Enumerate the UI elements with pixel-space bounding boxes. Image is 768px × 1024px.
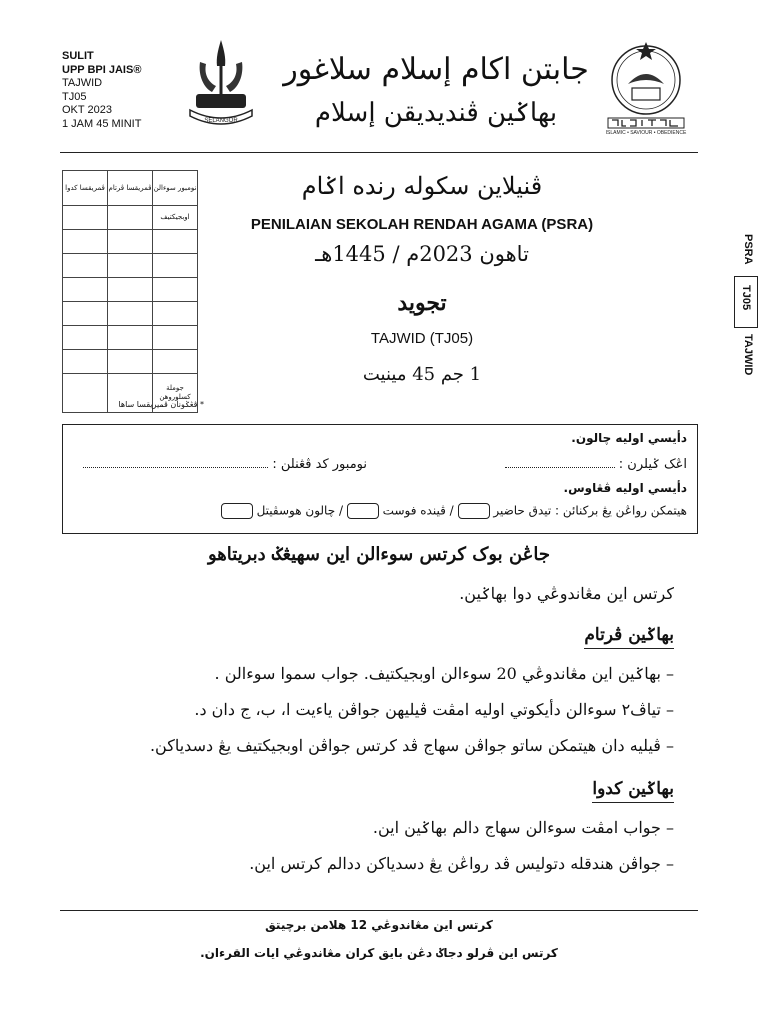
meta-subject: TAJWID xyxy=(62,77,103,89)
meta-issuer: UPP BPI JAIS® xyxy=(62,63,142,76)
marks-cell[interactable] xyxy=(63,278,108,302)
part1-item: – تياڤ٢ سوءالن دأيكوتي اوليه امڤت ڤيليهن جواڤن ياءيت ا، ب، ج دان د. xyxy=(194,700,674,719)
marks-col-examiner-2: ڤمريقسا كدوا xyxy=(63,171,108,206)
status-prompt: هيتمكن رواڠن يڠ بركنائن : xyxy=(555,503,687,518)
meta-code: TJ05 xyxy=(62,90,87,103)
marks-table xyxy=(62,170,198,413)
marks-cell[interactable] xyxy=(108,278,153,302)
part1-heading: بهاݢين ڤرتام xyxy=(584,624,674,649)
meta-duration: 1 JAM 45 MINIT xyxy=(62,117,142,130)
marks-cell[interactable] xyxy=(63,230,108,254)
marks-col-question: نومبور سوءالن xyxy=(153,171,198,206)
candidate-name-label: اڠک ݢيلرن : xyxy=(618,457,687,472)
meta-classification: SULIT xyxy=(62,50,94,62)
status-hospital-checkbox[interactable] xyxy=(221,503,253,519)
part1-item: – ڤيليه دان هيتمكن ساتو جواڤن سهاج ڤد كرتس جواڤن اوبجيكتيف يڠ دسدياكن. xyxy=(149,736,674,755)
part2-heading: بهاݢين كدوا xyxy=(592,778,674,803)
exam-year: تاهون 2023م / 1445هـ xyxy=(315,242,529,266)
warning-heading: جاڠن بوک كرتس سوءالن اين سهيڠݢ دبريتاهو xyxy=(208,544,550,565)
side-tab-psra: PSRA xyxy=(742,234,754,265)
department-title: جابتن اكام إسلام سلاغور xyxy=(283,52,589,87)
status-option-hospital: چالون هوسڤيتل xyxy=(256,503,336,518)
footer-divider xyxy=(60,910,698,911)
marks-cell[interactable] xyxy=(108,254,153,278)
status-absent-checkbox[interactable] xyxy=(458,503,490,519)
side-tab-code: TJ05 xyxy=(740,285,752,311)
marks-cell[interactable] xyxy=(153,326,198,350)
candidate-info-box xyxy=(62,424,698,534)
side-tab xyxy=(734,232,760,382)
crest-text: SELANGOR xyxy=(204,118,238,124)
status-option-absent: تيدق حاضير xyxy=(493,503,552,518)
marks-cell[interactable] xyxy=(108,302,153,326)
part1-item: – بهاݢين اين مڠاندوڠي 20 سوءالن اوبجيكتيف. جواب سموا سوءالن . xyxy=(214,664,674,683)
candidate-id-label: نومبور كد ڤڠنلن : xyxy=(272,457,367,472)
candidate-id-field[interactable] xyxy=(83,455,268,468)
candidate-id-row xyxy=(83,455,367,472)
invigilator-fill-note: دأيسي اوليه ڤڠاوس. xyxy=(563,481,687,495)
marks-row-objective-label: اوبجيكتيف xyxy=(153,206,198,230)
marks-footnote: * ڤڠݢونأن ڤميريقسا ساها xyxy=(118,400,204,409)
candidate-fill-note: دأيسي اوليه چالون. xyxy=(571,431,687,445)
part2-item: – جواب امڤت سوءالن سهاج دالم بهاݢين اين. xyxy=(372,818,674,837)
marks-col-examiner-1: ڤمريقسا ڤرتام xyxy=(108,171,153,206)
footer-note: كرتس اين ڤرلو دجاݢ دڠن بايق كران مڠاندوڠي ايات القرءان. xyxy=(200,946,558,960)
marks-cell[interactable] xyxy=(153,254,198,278)
marks-cell[interactable] xyxy=(108,350,153,374)
exam-title-jawi: ڤنيلاين سكوله رنده اݢام xyxy=(301,172,543,200)
marks-cell[interactable] xyxy=(153,350,198,374)
intro-text: كرتس اين مڠاندوڠي دوا بهاݢين. xyxy=(459,584,674,603)
marks-cell[interactable] xyxy=(153,302,198,326)
marks-cell[interactable] xyxy=(108,206,153,230)
footer-page-count: كرتس اين مڠاندوڠي 12 هلامن برچيتق xyxy=(265,918,493,932)
marks-cell[interactable] xyxy=(108,326,153,350)
header-divider xyxy=(60,152,698,153)
marks-cell[interactable] xyxy=(108,230,153,254)
status-moved-checkbox[interactable] xyxy=(347,503,379,519)
marks-cell[interactable] xyxy=(63,206,108,230)
candidate-name-row xyxy=(505,455,687,472)
exam-duration: 1 جم 45 مينيت xyxy=(362,364,482,385)
marks-cell[interactable] xyxy=(63,350,108,374)
marks-cell[interactable] xyxy=(63,302,108,326)
subject-jawi: تجويد xyxy=(397,290,447,316)
meta-date: OKT 2023 xyxy=(62,104,112,116)
marks-cell[interactable] xyxy=(153,230,198,254)
logo-motto: ISLAMIC • SAVIOUR • OBEDIENCE xyxy=(605,130,687,136)
marks-cell[interactable] xyxy=(63,326,108,350)
marks-cell[interactable] xyxy=(63,254,108,278)
status-row: هيتمكن رواڠن يڠ بركنائن : تيدق حاضير / ڤينده فوست / چالون هوسڤيتل xyxy=(221,503,687,519)
candidate-name-field[interactable] xyxy=(505,455,615,468)
division-title: بهاݢين ڤنديديقن إسلام xyxy=(314,98,558,128)
part2-item: – جواڤن هندقله دتوليس ڤد رواڠن يڠ دسدياكن ددالم كرتس اين. xyxy=(249,854,674,873)
marks-total-label: جوملة كسلوروهن xyxy=(153,374,198,413)
marks-cell[interactable] xyxy=(153,278,198,302)
exam-title-en: PENILAIAN SEKOLAH RENDAH AGAMA (PSRA) xyxy=(250,216,594,233)
side-tab-subject: TAJWID xyxy=(742,334,754,376)
header-meta xyxy=(62,50,141,131)
subject-en: TAJWID (TJ05) xyxy=(370,330,474,347)
department-logo xyxy=(598,36,694,136)
status-option-moved: ڤينده فوست xyxy=(382,503,446,518)
